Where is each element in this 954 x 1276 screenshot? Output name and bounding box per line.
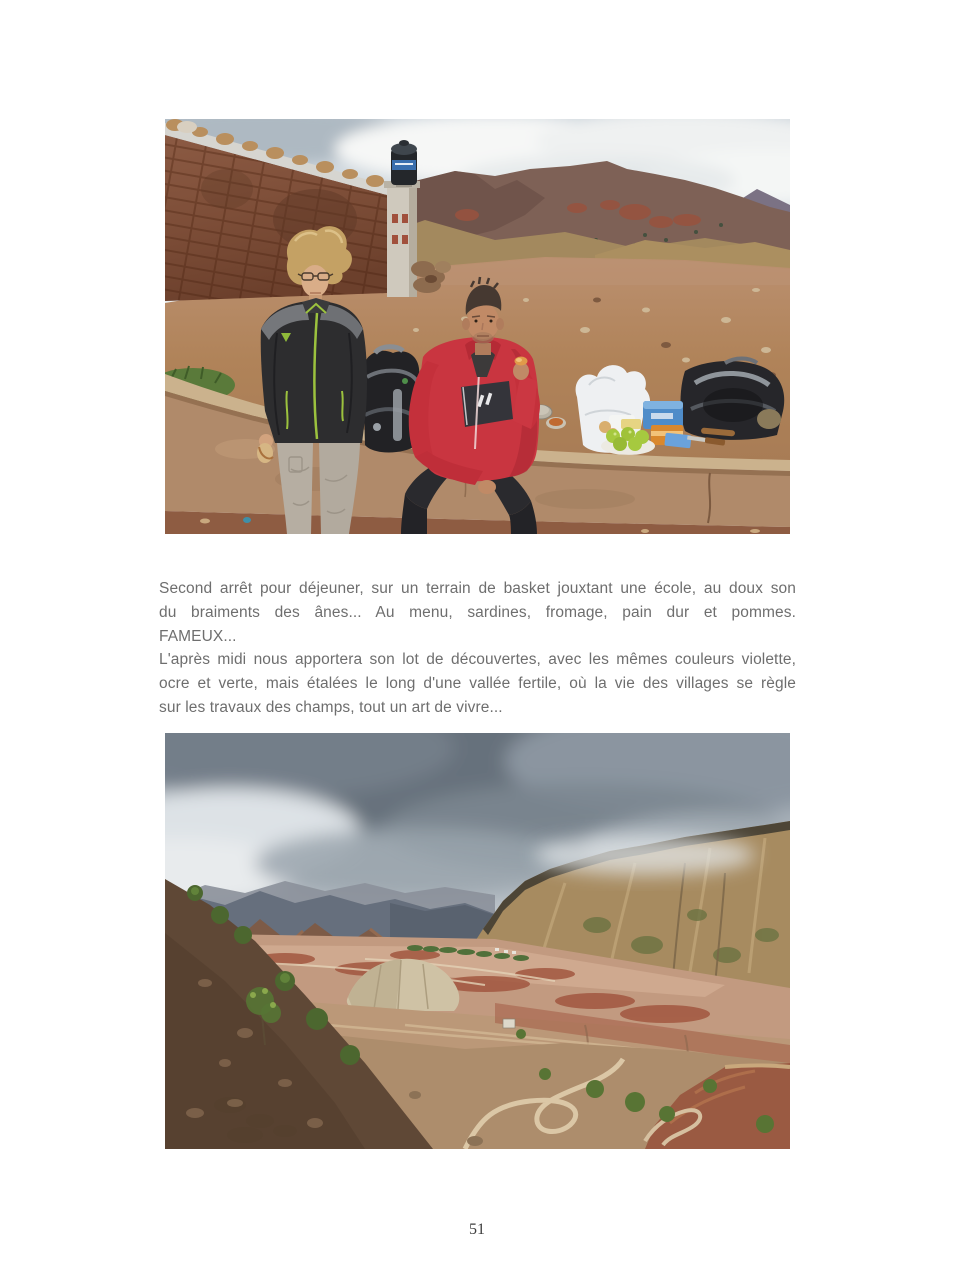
text-line: FAMEUX... <box>159 627 237 645</box>
water-tank <box>391 140 417 187</box>
photo-valley <box>165 733 790 1149</box>
man-left-hand <box>478 480 496 494</box>
ridge-mist <box>535 835 755 875</box>
sandwich <box>257 443 273 463</box>
page-number: 51 <box>469 1221 485 1238</box>
photo-valley-graphic <box>165 733 790 1149</box>
backpack-right <box>681 359 785 440</box>
small-building <box>503 1019 515 1028</box>
cheese-block <box>621 419 641 429</box>
blue-box <box>643 401 683 429</box>
blue-packet <box>664 433 691 449</box>
journal-text <box>159 577 796 720</box>
photo-picnic-graphic <box>165 119 790 534</box>
photo-picnic <box>165 119 790 534</box>
teal-pebble <box>243 517 251 523</box>
text-line: Second arrêt pour déjeuner, sur un terrain de basket jouxtant une école, au doux son <box>159 580 796 597</box>
text-line: ocre et verte, mais étalées le long d'une vallée fertile, où la vie des villages se règle <box>159 675 796 693</box>
text-line: du braiments des ânes... Au menu, sardines, fromage, pain dur et pommes. <box>159 603 796 621</box>
text-line: L'après midi nous apportera son lot de découvertes, avec les mêmes couleurs violette, <box>159 651 796 669</box>
text-line: sur les travaux des champs, tout un art de vivre... <box>159 698 503 716</box>
